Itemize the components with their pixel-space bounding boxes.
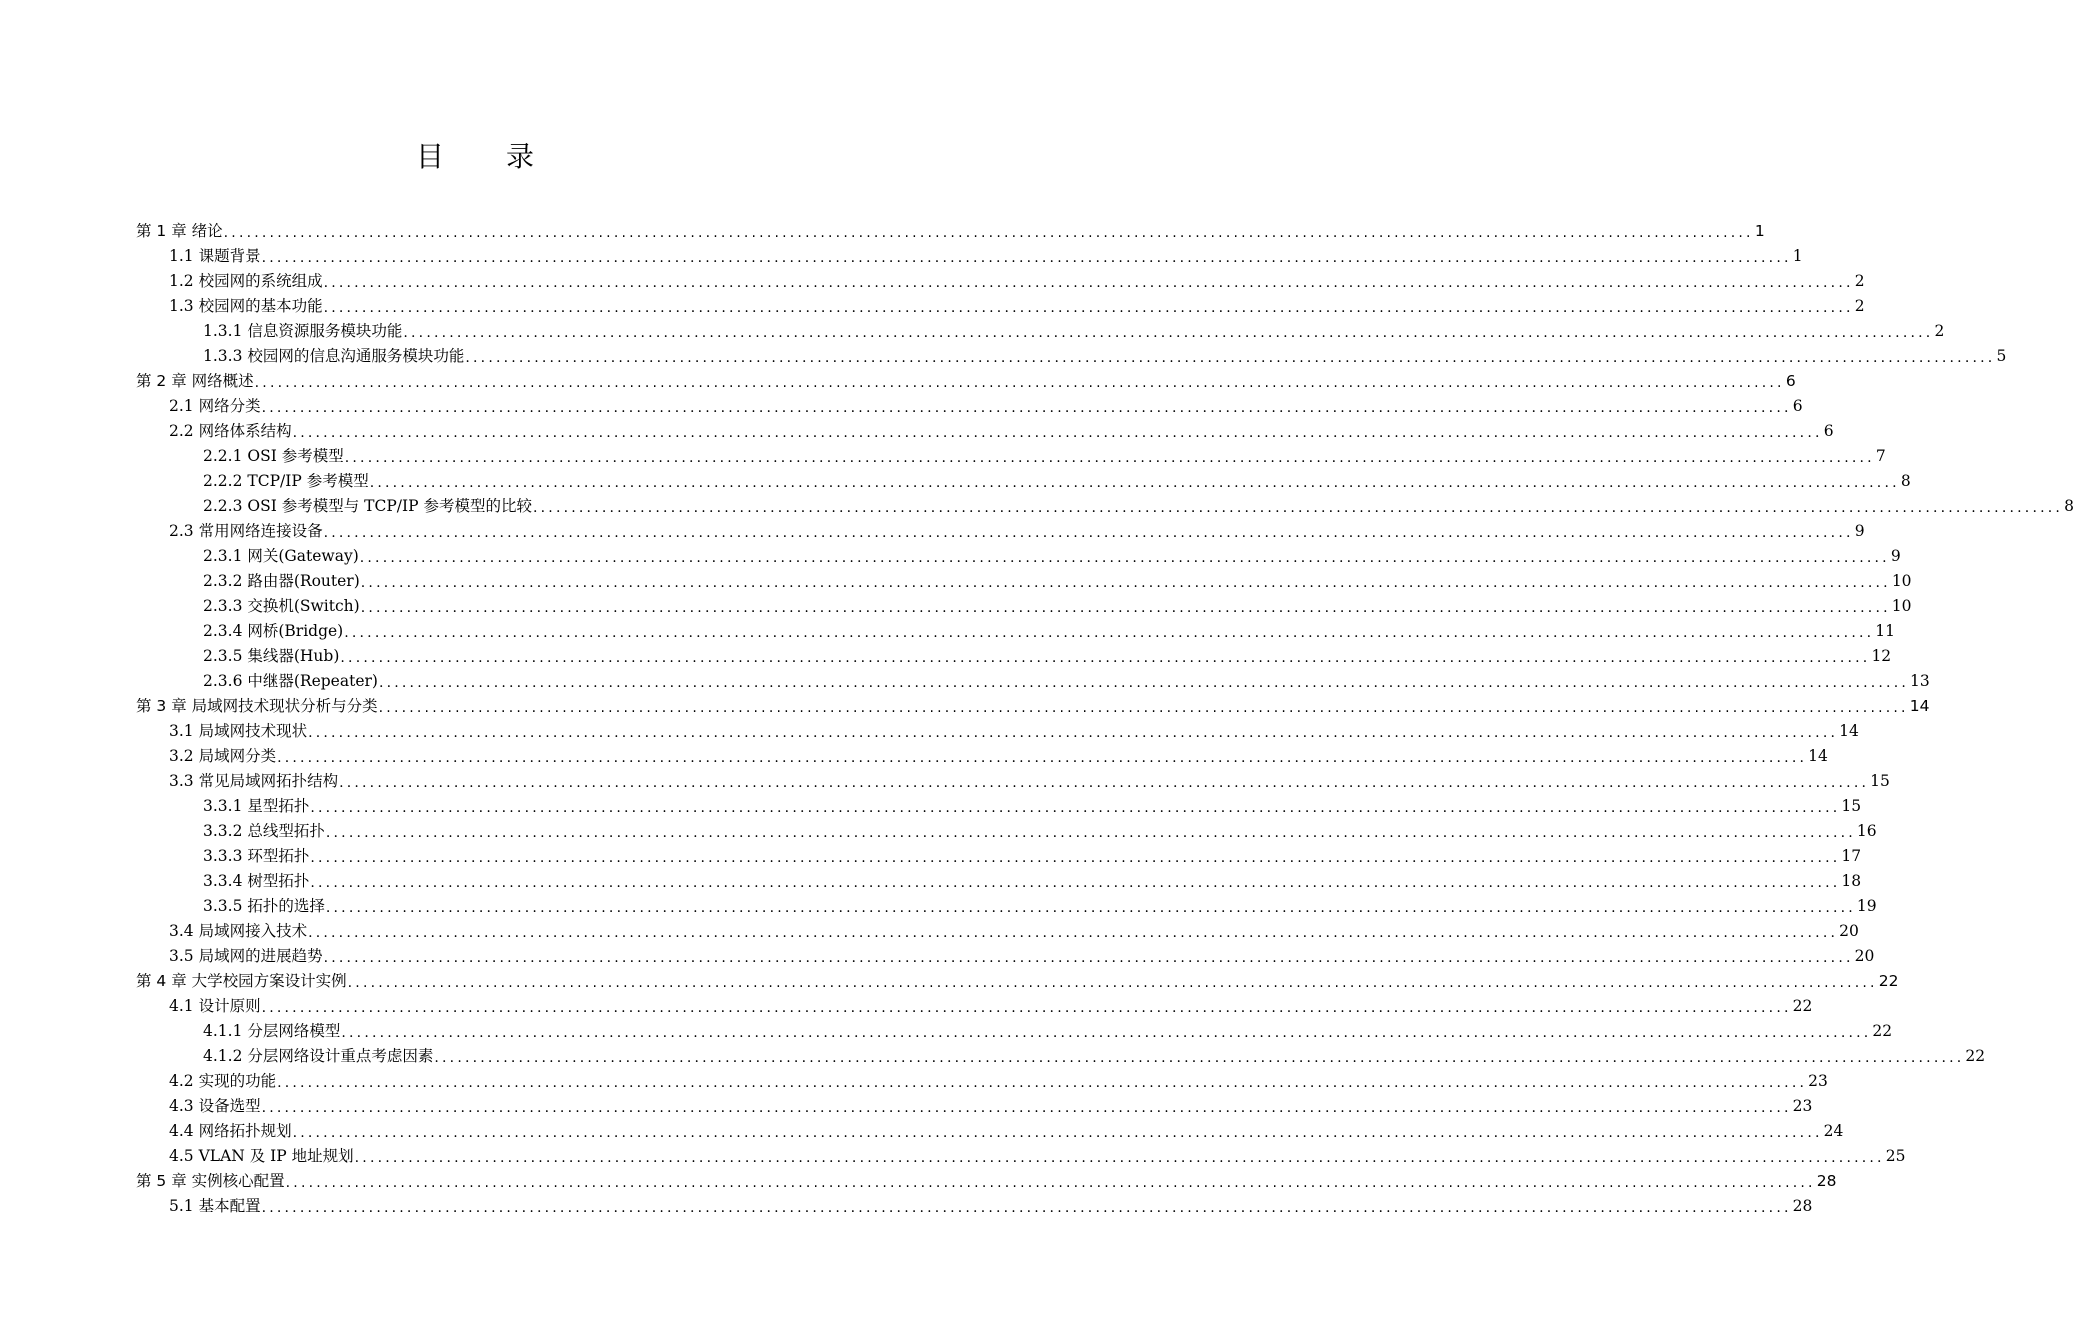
toc-entry[interactable]	[169, 419, 1834, 444]
toc-entry-text: 2.1 网络分类	[169, 397, 261, 415]
toc-entry-text: 1.3 校园网的基本功能	[169, 297, 323, 315]
toc-page-number: 20	[1854, 947, 1875, 965]
toc-entry-text: 2.2.2 TCP/IP 参考模型	[203, 472, 369, 490]
toc-entry[interactable]	[169, 1144, 1906, 1169]
toc-entry-text: 1.2 校园网的系统组成	[169, 272, 323, 290]
toc-leader-dots: ........................................................................................................................................................................................................	[378, 675, 1909, 691]
toc-leader-dots: ........................................................................................................................................................................................................	[261, 1100, 1792, 1116]
toc-title-left: 目	[415, 140, 444, 173]
toc-entry-text: 3.3.1 星型拓扑	[203, 797, 310, 815]
toc-leader-dots: ........................................................................................................................................................................................................	[261, 400, 1792, 416]
toc-entry[interactable]	[203, 469, 1911, 494]
toc-entry-text: 2.3.4 网桥(Bridge)	[203, 622, 344, 640]
toc-entry-text: 3.3.4 树型拓扑	[203, 872, 310, 890]
toc-page-number: 2	[1934, 322, 1945, 340]
toc-page-number: 24	[1823, 1122, 1844, 1140]
toc-leader-dots: ........................................................................................................................................................................................................	[347, 975, 1878, 991]
toc-entry[interactable]	[169, 1069, 1828, 1094]
toc-page-number: 25	[1885, 1147, 1906, 1165]
toc-leader-dots: ........................................................................................................................................................................................................	[340, 650, 1871, 666]
toc-entry-text: 1.3.1 信息资源服务模块功能	[203, 322, 403, 340]
toc-entry[interactable]	[203, 669, 1930, 694]
toc-entry-text: 1.1 课题背景	[169, 247, 261, 265]
toc-leader-dots: ........................................................................................................................................................................................................	[354, 1150, 1885, 1166]
toc-entry[interactable]	[169, 944, 1875, 969]
toc-leader-dots: ........................................................................................................................................................................................................	[261, 250, 1792, 266]
toc-entry-text: 3.4 局域网接入技术	[169, 922, 308, 940]
toc-leader-dots: ........................................................................................................................................................................................................	[360, 600, 1891, 616]
toc-entry-text: 2.3.3 交换机(Switch)	[203, 597, 360, 615]
toc-entry[interactable]	[136, 694, 1930, 719]
toc-leader-dots: ........................................................................................................................................................................................................	[339, 775, 1870, 791]
toc-entry-text: 3.2 局域网分类	[169, 747, 277, 765]
toc-entry-text: 3.3.2 总线型拓扑	[203, 822, 325, 840]
toc-leader-dots: ........................................................................................................................................................................................................	[434, 1050, 1965, 1066]
toc-page-number: 22	[1878, 972, 1899, 990]
toc-entry-text: 第 4 章 大学校园方案设计实例	[136, 972, 347, 990]
toc-leader-dots: ........................................................................................................................................................................................................	[310, 800, 1841, 816]
toc-entry-text: 3.5 局域网的进展趋势	[169, 947, 323, 965]
toc-leader-dots: ........................................................................................................................................................................................................	[323, 525, 1854, 541]
toc-entry-text: 3.3.3 环型拓扑	[203, 847, 310, 865]
toc-entry[interactable]	[203, 544, 1901, 569]
toc-page-number: 1	[1792, 247, 1803, 265]
toc-leader-dots: ........................................................................................................................................................................................................	[359, 550, 1890, 566]
toc-entry-text: 第 5 章 实例核心配置	[136, 1172, 285, 1190]
toc-entry-text: 3.1 局域网技术现状	[169, 722, 308, 740]
toc-page-number: 6	[1792, 397, 1803, 415]
toc-leader-dots: ........................................................................................................................................................................................................	[403, 325, 1934, 341]
toc-leader-dots: ........................................................................................................................................................................................................	[277, 1075, 1808, 1091]
toc-page-number: 7	[1875, 447, 1886, 465]
toc-entry[interactable]	[169, 519, 1865, 544]
toc-entry-text: 4.5 VLAN 及 IP 地址规划	[169, 1147, 354, 1165]
toc-entry[interactable]	[203, 844, 1862, 869]
toc-entry-text: 第 2 章 网络概述	[136, 372, 254, 390]
toc-page-number: 23	[1808, 1072, 1828, 1090]
toc-page-number: 22	[1965, 1047, 1986, 1065]
toc-entry[interactable]	[169, 294, 1865, 319]
toc-leader-dots: ........................................................................................................................................................................................................	[261, 1000, 1792, 1016]
toc-page-number: 28	[1816, 1172, 1837, 1190]
toc-leader-dots: ........................................................................................................................................................................................................	[292, 425, 1823, 441]
toc-page-number: 9	[1854, 522, 1865, 540]
toc-entry-text: 1.3.3 校园网的信息沟通服务模块功能	[203, 347, 465, 365]
toc-leader-dots: ........................................................................................................................................................................................................	[323, 950, 1854, 966]
toc-leader-dots: ........................................................................................................................................................................................................	[261, 1200, 1792, 1216]
toc-page-number: 15	[1870, 772, 1890, 790]
toc-page-number: 18	[1841, 872, 1862, 890]
toc-entry-text: 第 3 章 局域网技术现状分析与分类	[136, 697, 378, 715]
toc-entry[interactable]	[136, 1169, 1837, 1194]
toc-leader-dots: ........................................................................................................................................................................................................	[465, 350, 1996, 366]
toc-entry[interactable]	[136, 219, 1765, 244]
toc-page-number: 6	[1785, 372, 1796, 390]
toc-leader-dots: ........................................................................................................................................................................................................	[360, 575, 1891, 591]
toc-page-number: 22	[1792, 997, 1813, 1015]
toc-entry[interactable]	[203, 594, 1912, 619]
toc-leader-dots: ........................................................................................................................................................................................................	[341, 1025, 1872, 1041]
toc-leader-dots: ........................................................................................................................................................................................................	[378, 700, 1909, 716]
toc-leader-dots: ........................................................................................................................................................................................................	[325, 825, 1856, 841]
toc-page-number: 13	[1910, 672, 1930, 690]
toc-leader-dots: ........................................................................................................................................................................................................	[308, 925, 1839, 941]
toc-page-number: 17	[1841, 847, 1862, 865]
toc-leader-dots: ........................................................................................................................................................................................................	[310, 875, 1841, 891]
toc-entry[interactable]	[203, 894, 1877, 919]
toc-entry-text: 2.3.5 集线器(Hub)	[203, 647, 340, 665]
toc-entry-text: 2.3 常用网络连接设备	[169, 522, 323, 540]
toc-entry-text: 2.3.6 中继器(Repeater)	[203, 672, 378, 690]
toc-entry[interactable]	[203, 644, 1892, 669]
toc-page-number: 19	[1856, 897, 1877, 915]
toc-page-number: 8	[2064, 497, 2074, 515]
toc-leader-dots: ........................................................................................................................................................................................................	[344, 625, 1875, 641]
toc-page-number: 12	[1871, 647, 1892, 665]
toc-leader-dots: ........................................................................................................................................................................................................	[277, 750, 1808, 766]
toc-entry[interactable]	[169, 1194, 1813, 1219]
toc-page-number: 8	[1900, 472, 1911, 490]
toc-title	[0, 138, 950, 176]
toc-leader-dots: ........................................................................................................................................................................................................	[369, 475, 1900, 491]
toc-entry[interactable]	[169, 1119, 1844, 1144]
toc-leader-dots: ........................................................................................................................................................................................................	[254, 375, 1785, 391]
toc-entry[interactable]	[203, 569, 1912, 594]
toc-page-number: 20	[1839, 922, 1859, 940]
toc-entry[interactable]	[169, 1094, 1813, 1119]
toc-page-number: 10	[1891, 597, 1912, 615]
toc-entry[interactable]	[169, 719, 1859, 744]
toc-page-number: 11	[1875, 622, 1896, 640]
toc-entry[interactable]	[203, 794, 1862, 819]
toc-page-number: 14	[1808, 747, 1828, 765]
toc-page-number: 9	[1890, 547, 1901, 565]
toc-title-right: 录	[506, 140, 535, 173]
toc-leader-dots: ........................................................................................................................................................................................................	[533, 500, 2064, 516]
toc-entry[interactable]	[136, 969, 1899, 994]
toc-entry-text: 4.4 网络拓扑规划	[169, 1122, 292, 1140]
toc-page-number: 22	[1872, 1022, 1893, 1040]
toc-page-number: 2	[1854, 297, 1865, 315]
toc-entry-text: 4.1.2 分层网络设计重点考虑因素	[203, 1047, 434, 1065]
toc-entry-text: 2.2.1 OSI 参考模型	[203, 447, 344, 465]
toc-page-number: 23	[1792, 1097, 1813, 1115]
toc-entry-text: 第 1 章 绪论	[136, 222, 223, 240]
toc-entry[interactable]	[169, 769, 1890, 794]
toc-page-number: 14	[1909, 697, 1930, 715]
toc-entry[interactable]	[169, 994, 1813, 1019]
toc-page-number: 1	[1754, 222, 1765, 240]
toc-leader-dots: ........................................................................................................................................................................................................	[223, 225, 1754, 241]
toc-entry[interactable]	[203, 869, 1862, 894]
toc-entry[interactable]	[169, 394, 1803, 419]
toc-entry[interactable]	[169, 919, 1859, 944]
toc-entry[interactable]	[169, 269, 1865, 294]
toc-entry[interactable]	[203, 494, 2074, 519]
toc-page-number: 15	[1841, 797, 1862, 815]
toc-entry-text: 3.3 常见局域网拓扑结构	[169, 772, 339, 790]
toc-leader-dots: ........................................................................................................................................................................................................	[292, 1125, 1823, 1141]
toc-entry-text: 2.3.2 路由器(Router)	[203, 572, 360, 590]
toc-entry-text: 3.3.5 拓扑的选择	[203, 897, 325, 915]
toc-entry[interactable]	[203, 1044, 1986, 1069]
toc-entry-text: 4.3 设备选型	[169, 1097, 261, 1115]
toc-entry-text: 4.2 实现的功能	[169, 1072, 277, 1090]
toc-page-number: 14	[1839, 722, 1859, 740]
toc-entry-text: 4.1 设计原则	[169, 997, 261, 1015]
toc-entry-text: 4.1.1 分层网络模型	[203, 1022, 341, 1040]
toc-leader-dots: ........................................................................................................................................................................................................	[310, 850, 1841, 866]
toc-page-number: 6	[1823, 422, 1834, 440]
toc-entry[interactable]	[169, 244, 1803, 269]
toc-entry[interactable]	[169, 744, 1828, 769]
toc-page-number: 10	[1891, 572, 1912, 590]
toc-entry[interactable]	[203, 819, 1877, 844]
toc-leader-dots: ........................................................................................................................................................................................................	[344, 450, 1875, 466]
toc-entry[interactable]	[203, 319, 1945, 344]
toc-page-number: 5	[1996, 347, 2007, 365]
toc-entry[interactable]	[203, 619, 1896, 644]
toc-entry-text: 5.1 基本配置	[169, 1197, 261, 1215]
toc-page-number: 28	[1792, 1197, 1813, 1215]
toc-leader-dots: ........................................................................................................................................................................................................	[325, 900, 1856, 916]
toc-entry[interactable]	[203, 1019, 1893, 1044]
toc-leader-dots: ........................................................................................................................................................................................................	[323, 275, 1854, 291]
toc-leader-dots: ........................................................................................................................................................................................................	[323, 300, 1854, 316]
toc-leader-dots: ........................................................................................................................................................................................................	[285, 1175, 1816, 1191]
toc-page-number: 2	[1854, 272, 1865, 290]
toc-entry[interactable]	[203, 444, 1886, 469]
toc-entry[interactable]	[136, 369, 1796, 394]
toc-entry[interactable]	[203, 344, 2007, 369]
toc-entry-text: 2.3.1 网关(Gateway)	[203, 547, 359, 565]
toc-leader-dots: ........................................................................................................................................................................................................	[308, 725, 1839, 741]
toc-page-number: 16	[1856, 822, 1877, 840]
toc-entry-text: 2.2 网络体系结构	[169, 422, 292, 440]
toc-entry-text: 2.2.3 OSI 参考模型与 TCP/IP 参考模型的比较	[203, 497, 532, 515]
